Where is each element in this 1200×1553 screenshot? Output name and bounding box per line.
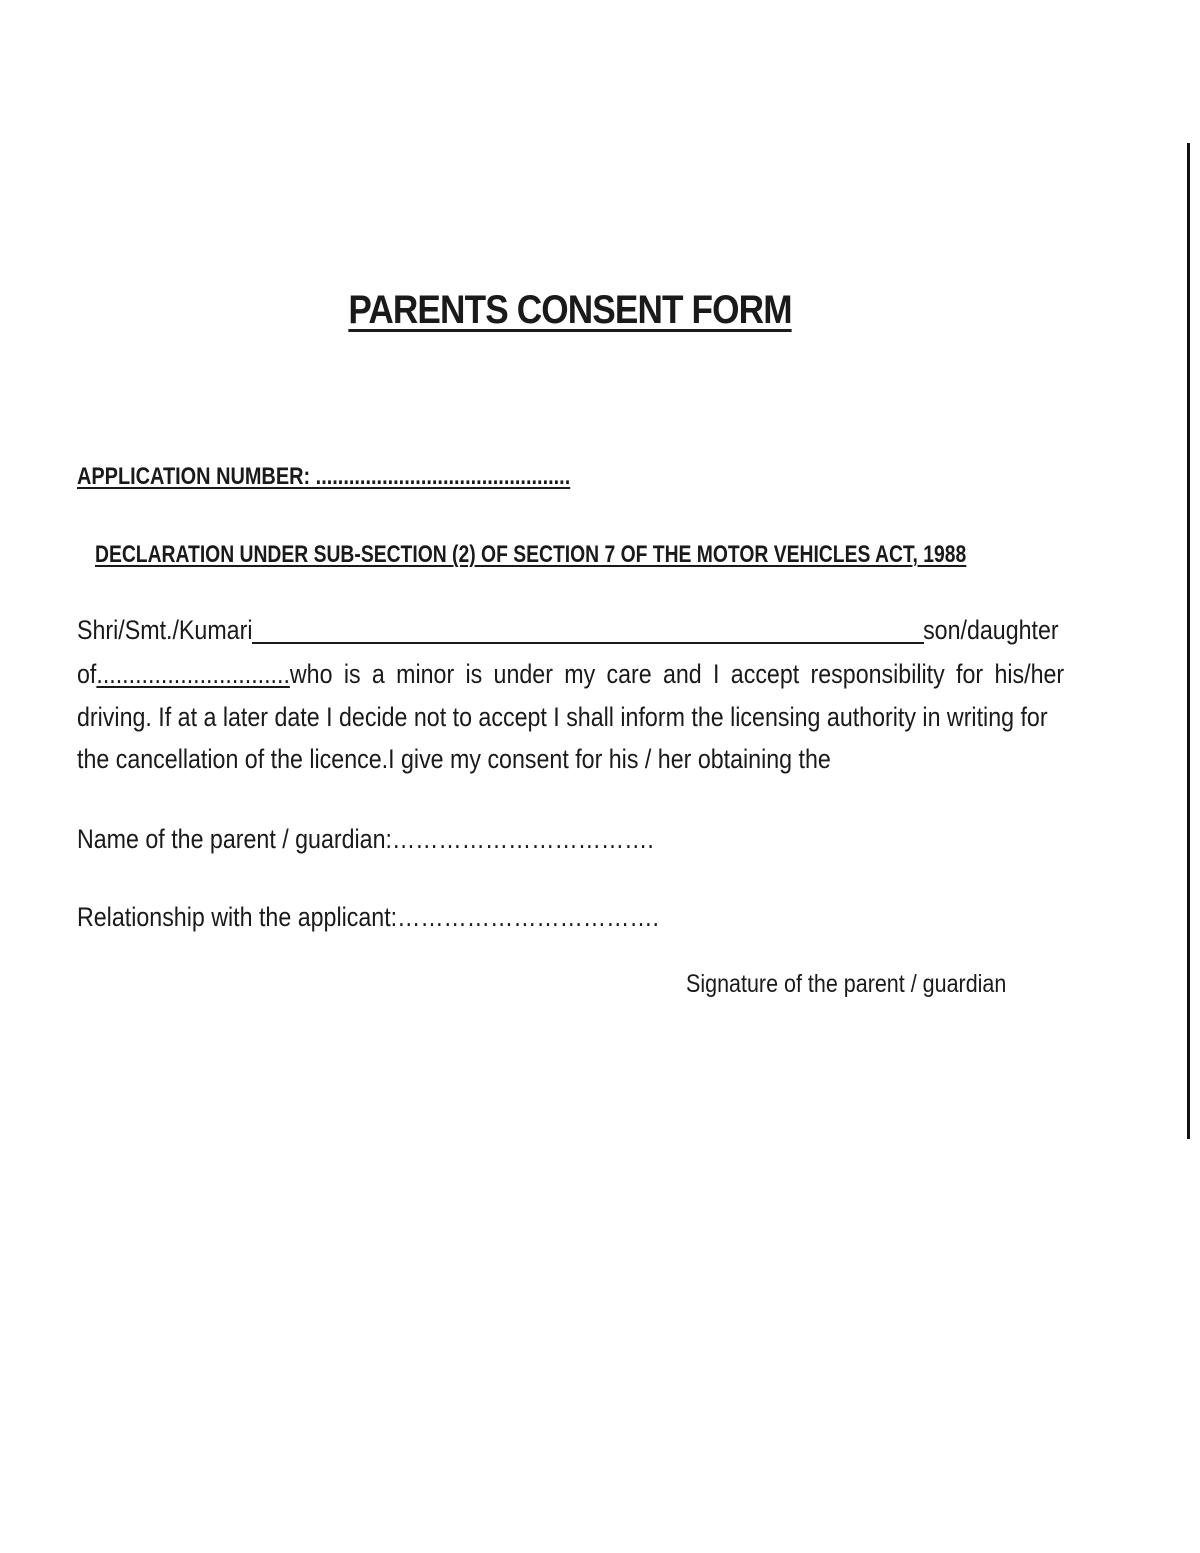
word: care [606, 659, 652, 689]
word: responsibility [810, 659, 945, 689]
word: I [713, 659, 720, 689]
word: a [371, 659, 385, 689]
declaration-heading [95, 541, 966, 569]
relationship-field: Relationship with the applicant:……………………………. [77, 902, 659, 932]
honorific-label: Shri/Smt./Kumari [77, 615, 253, 645]
word: his/her [994, 659, 1065, 689]
form-title [68, 288, 1071, 333]
word: is [343, 659, 361, 689]
consent-line-3: driving. If at a later date I decide not to accept I shall inform the licensing authority in writing for [77, 702, 1048, 732]
ward-name-blank [252, 642, 924, 644]
application-number-field [77, 463, 570, 491]
consent-line-2 [77, 653, 1064, 695]
word: minor [396, 659, 455, 689]
declaration-heading-text: DECLARATION UNDER SUB-SECTION (2) OF SECTION 7 OF THE MOTOR VEHICLES ACT, 1988 [95, 541, 967, 568]
signature-label: Signature of the parent / guardian [686, 970, 1007, 998]
application-number-label: APPLICATION NUMBER: .............................................. [77, 463, 571, 490]
word: under [493, 659, 553, 689]
word: who [289, 659, 333, 689]
page-edge-line [1187, 143, 1190, 1139]
parent-name-blank: .............................. [96, 659, 290, 689]
word: and [662, 659, 702, 689]
form-title-text: PARENTS CONSENT FORM [348, 288, 792, 332]
word: for [956, 659, 984, 689]
guardian-name-field: Name of the parent / guardian:……………………………. [77, 824, 654, 854]
consent-line-1 [77, 609, 1065, 651]
word: my [564, 659, 596, 689]
of-label: of [77, 659, 97, 689]
word: accept [730, 659, 800, 689]
of-parent-segment [77, 653, 333, 695]
son-daughter-label: son/daughter [923, 615, 1059, 645]
consent-line-4: the cancellation of the licence.I give my consent for his / her obtaining the [77, 744, 831, 774]
word: is [465, 659, 483, 689]
